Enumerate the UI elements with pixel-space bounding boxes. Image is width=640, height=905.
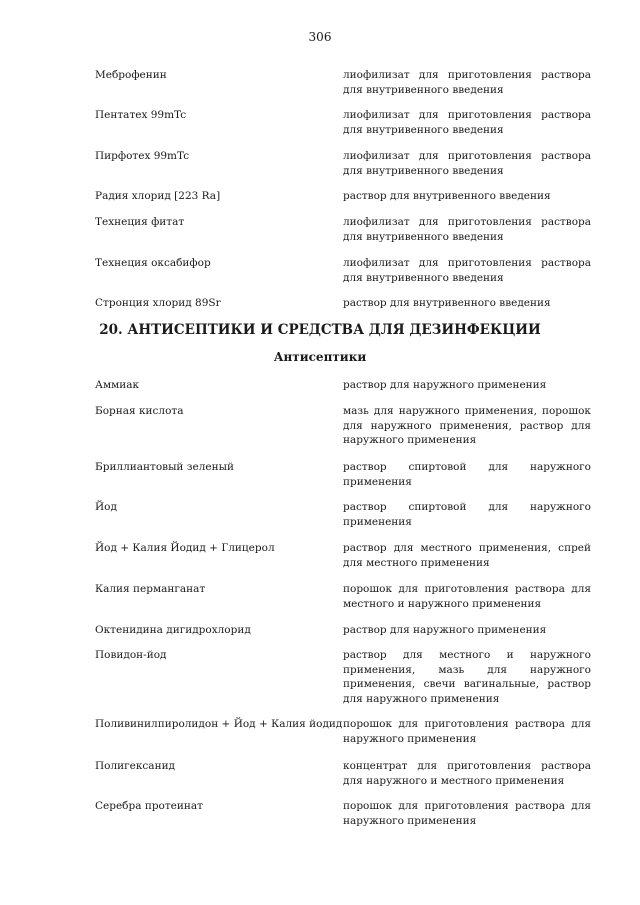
dosage-form: порошок для приготовления раствора для наружного применения	[343, 718, 591, 745]
drug-name: Пентатех 99mTc	[95, 109, 187, 121]
drug-name: Бриллиантовый зеленый	[95, 461, 234, 473]
dosage-form: раствор для внутривенного введения	[343, 297, 551, 309]
dosage-form: лиофилизат для приготовления раствора для внутривенного введения	[343, 257, 591, 284]
dosage-form: раствор для наружного применения	[343, 624, 547, 636]
drug-name: Пирфотех 99mTc	[95, 150, 190, 162]
dosage-form: порошок для приготовления раствора для наружного применения	[343, 800, 591, 827]
dosage-form: мазь для наружного применения, порошок для наружного применения, раствор для наружного применения	[343, 405, 591, 446]
dosage-form: концентрат для приготовления раствора для наружного и местного применения	[343, 760, 591, 787]
drug-name: Йод + Калия Йодид + Глицерол	[95, 542, 275, 554]
drug-name: Меброфенин	[95, 69, 167, 81]
drug-name: Борная кислота	[95, 405, 184, 417]
drug-name: Поливинилпиролидон + Йод + Калия йодид	[95, 718, 343, 730]
drug-name: Технеция фитат	[95, 216, 185, 228]
drug-name: Серебра протеинат	[95, 800, 203, 812]
drug-name: Октенидина дигидрохлорид	[95, 624, 251, 636]
dosage-form: раствор спиртовой для наружного применения	[343, 461, 591, 488]
drug-name: Радия хлорид [223 Ra]	[95, 190, 221, 202]
page-number: 306	[308, 30, 332, 44]
drug-name: Стронция хлорид 89Sr	[95, 297, 221, 309]
drug-name: Технеция оксабифор	[95, 257, 211, 269]
dosage-form: порошок для приготовления раствора для местного и наружного применения	[343, 583, 591, 610]
dosage-form: раствор для внутривенного введения	[343, 190, 551, 202]
dosage-form: лиофилизат для приготовления раствора для внутривенного введения	[343, 69, 591, 96]
section-title: 20. АНТИСЕПТИКИ И СРЕДСТВА ДЛЯ ДЕЗИНФЕКЦИИ	[99, 322, 541, 338]
drug-name: Повидон-йод	[95, 649, 167, 661]
drug-name: Йод	[95, 501, 117, 513]
dosage-form: лиофилизат для приготовления раствора для внутривенного введения	[343, 216, 591, 243]
dosage-form: раствор для местного применения, спрей для местного применения	[343, 542, 591, 569]
drug-name: Калия перманганат	[95, 583, 206, 595]
drug-name: Аммиак	[95, 379, 140, 391]
subsection-title: Антисептики	[273, 350, 367, 364]
dosage-form: лиофилизат для приготовления раствора для внутривенного введения	[343, 109, 591, 136]
dosage-form: раствор для наружного применения	[343, 379, 547, 391]
drug-name: Полигексанид	[95, 760, 176, 772]
dosage-form: раствор спиртовой для наружного применения	[343, 501, 591, 528]
dosage-form: раствор для местного и наружного применения, мазь для наружного применения, свечи вагинальные, раствор для наружного применения	[343, 649, 591, 705]
dosage-form: лиофилизат для приготовления раствора для внутривенного введения	[343, 150, 591, 177]
